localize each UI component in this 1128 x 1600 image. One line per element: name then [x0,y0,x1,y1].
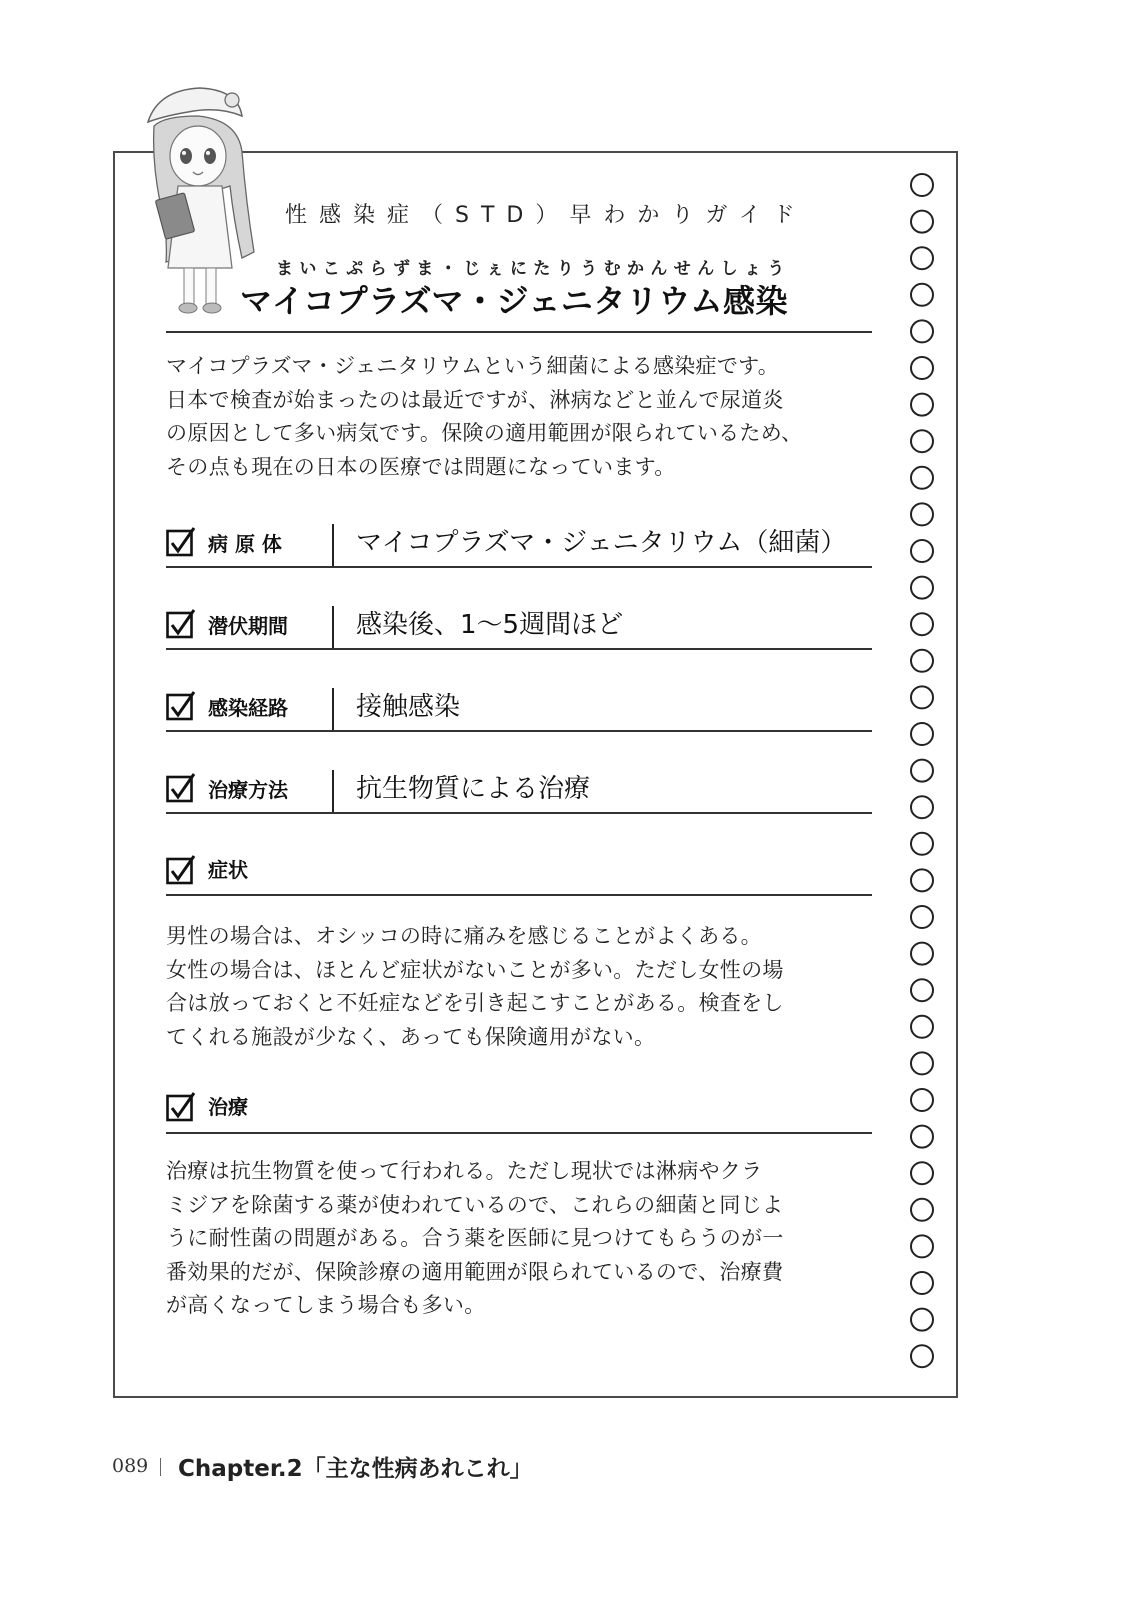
fact-divider [166,812,872,814]
binding-ring [911,1345,933,1367]
binding-ring [911,613,933,635]
binding-ring [911,174,933,196]
fact-value: 感染後、1～5週間ほど [356,610,624,640]
fact-row-treatment-method [166,768,872,832]
fact-separator [332,688,334,730]
binding-ring [911,1272,933,1294]
symptoms-divider [166,894,872,896]
fact-value: マイコプラズマ・ジェニタリウム（細菌） [356,528,847,558]
fact-label: 潜伏期間 [208,614,288,638]
chapter-title: Chapter.2「主な性病あれこれ」 [178,1456,533,1482]
binding-ring [911,1309,933,1331]
notebook-binding-rings [908,172,936,1372]
symptoms-heading: 症状 [208,858,248,882]
binding-ring [911,906,933,928]
binding-ring [911,1126,933,1148]
fact-label: 感染経路 [208,696,288,720]
binding-ring [911,979,933,1001]
series-title: 性感染症（STD）早わかりガイド [285,203,807,228]
intro-paragraph: マイコプラズマ・ジェニタリウムという細菌による感染症です。 日本で検査が始まったのは最近ですが、淋病などと並んで尿道炎 の原因として多い病気です。保険の適用範囲が限られているため、 その点も現在の日本の医療では問題になっています。 [166,354,803,479]
fact-divider [166,648,872,650]
fact-value: 抗生物質による治療 [356,774,591,804]
checkbox-checked-icon [166,772,196,804]
fact-label: 病 原 体 [208,532,282,556]
fact-divider [166,566,872,568]
binding-ring [911,760,933,782]
binding-ring [911,394,933,416]
binding-ring [911,1162,933,1184]
page-title: マイコプラズマ・ジェニタリウム感染 [240,282,789,320]
fact-row-route [166,686,872,750]
binding-ring [911,1016,933,1038]
checkbox-checked-icon [166,854,196,886]
fact-divider [166,730,872,732]
binding-ring [911,577,933,599]
treatment-heading: 治療 [208,1095,248,1119]
binding-ring [911,1089,933,1111]
binding-ring [911,943,933,965]
checkbox-checked-icon [166,526,196,558]
checkbox-checked-icon [166,1091,196,1123]
binding-ring [911,540,933,562]
binding-ring [911,869,933,891]
fact-separator [332,770,334,812]
fact-row-incubation [166,604,872,668]
binding-ring [911,1052,933,1074]
binding-ring [911,650,933,672]
binding-ring [911,284,933,306]
fact-label: 治療方法 [208,778,288,802]
binding-ring [911,723,933,745]
page-number: 089 [112,1455,149,1477]
checkbox-checked-icon [166,690,196,722]
title-divider [166,331,872,333]
binding-ring [911,1235,933,1257]
binding-ring [911,467,933,489]
checkbox-checked-icon [166,608,196,640]
title-ruby: まいこぷらずま・じぇにたりうむかんせんしょう [276,259,791,279]
binding-ring [911,686,933,708]
binding-ring [911,796,933,818]
treatment-paragraph: 治療は抗生物質を使って行われる。ただし現状では淋病やクラ ミジアを除菌する薬が使われているので、これらの細菌と同じよ うに耐性菌の問題がある。合う薬を医師に見つけてもらうのが一 番効果的だが、保険診療の適用範囲が限られているので、治療費 が高くなってしまう場合も多い。 [166,1159,784,1317]
treatment-divider [166,1132,872,1134]
binding-ring [911,1199,933,1221]
footer-separator [160,1458,161,1476]
binding-ring [911,247,933,269]
fact-separator [332,606,334,648]
binding-ring [911,320,933,342]
binding-ring [911,357,933,379]
fact-separator [332,524,334,566]
treatment-heading-row [166,1087,872,1127]
symptoms-paragraph: 男性の場合は、オシッコの時に痛みを感じることがよくある。 女性の場合は、ほとんど症状がないことが多い。ただし女性の場 合は放っておくと不妊症などを引き起こすことがある。検査をし てくれる施設が少なく、あっても保険適用がない。 [166,924,784,1049]
binding-ring [911,211,933,233]
binding-ring [911,833,933,855]
fact-row-pathogen [166,522,872,586]
symptoms-heading-row [166,850,872,890]
binding-ring [911,503,933,525]
binding-ring [911,430,933,452]
fact-value: 接触感染 [356,692,461,722]
